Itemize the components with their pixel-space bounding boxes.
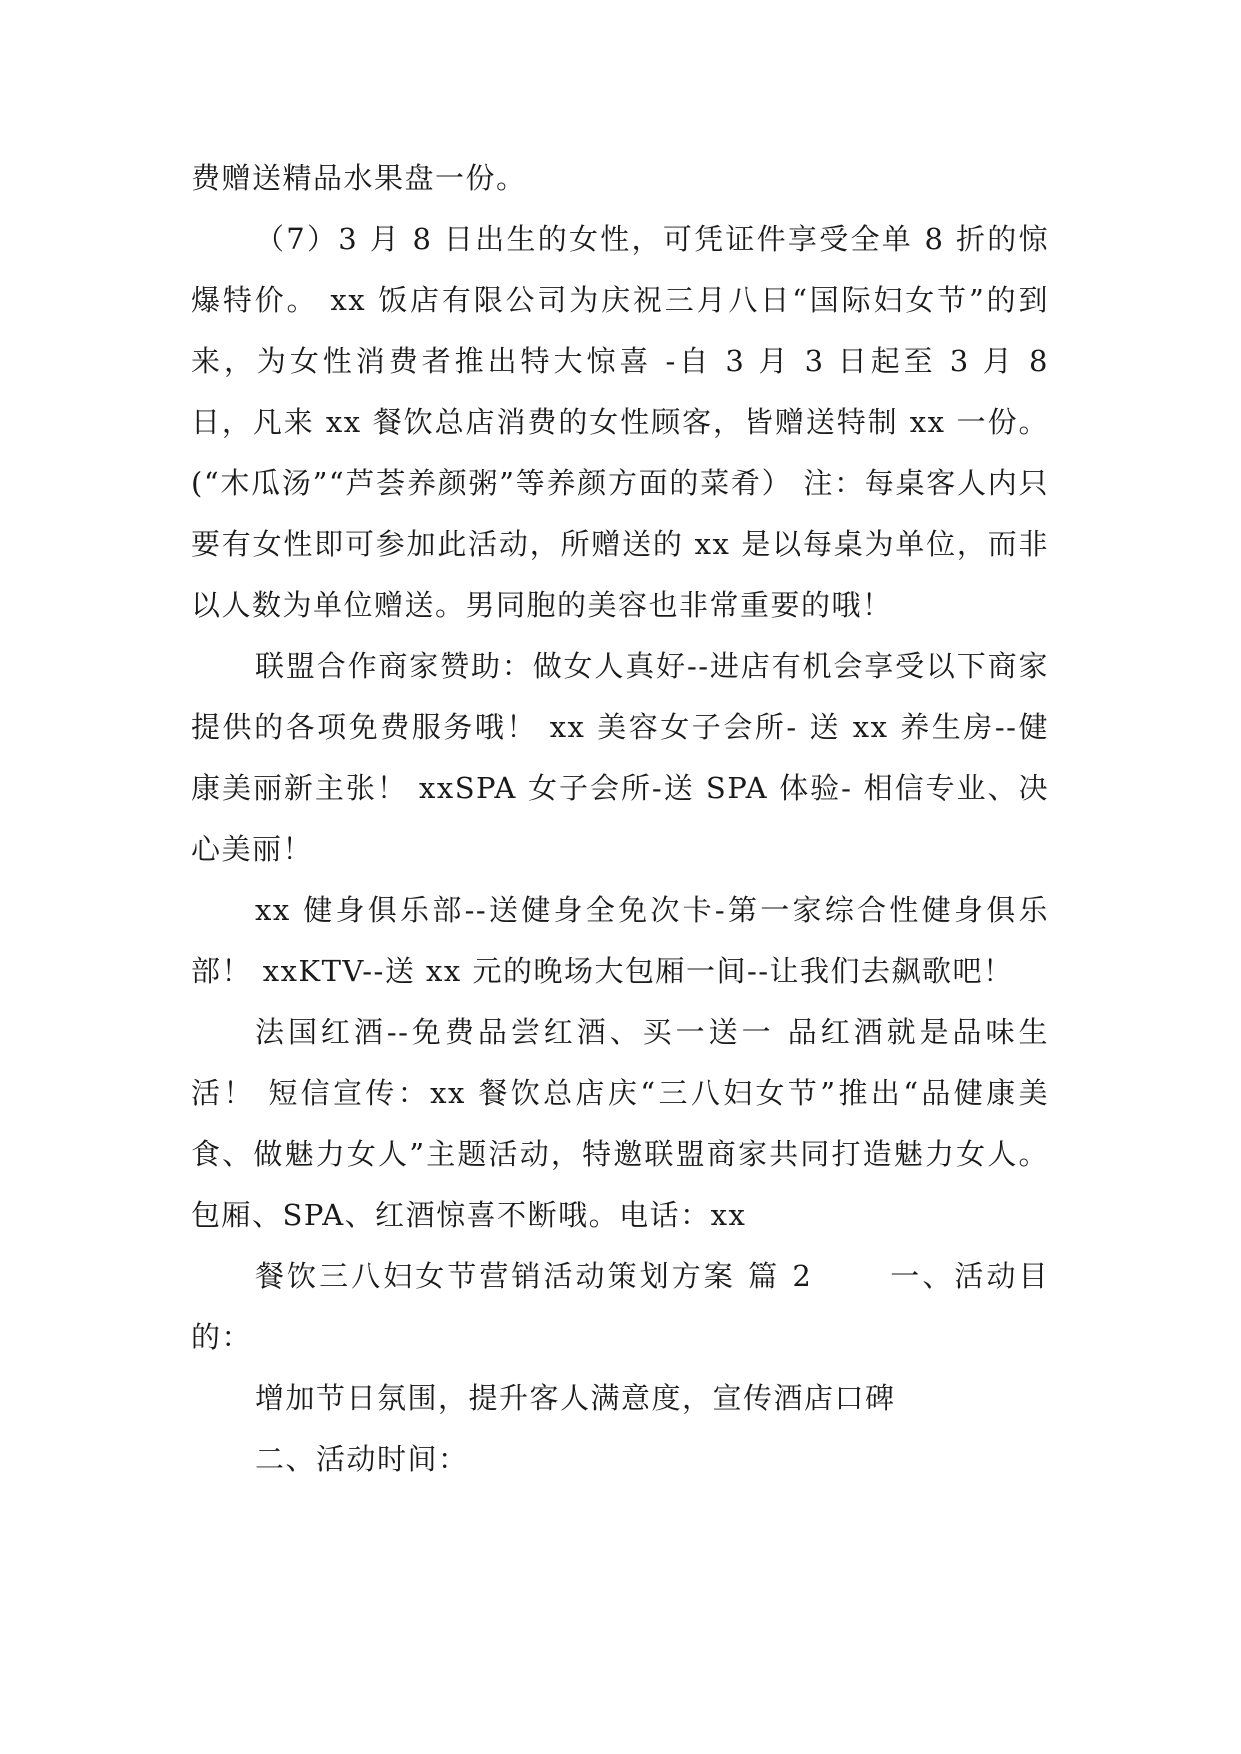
paragraph-plan-2-heading: 餐饮三八妇女节营销活动策划方案 篇 2 一、活动目的： <box>191 1259 1049 1354</box>
paragraph-womens-day-offer: （7）3 月 8 日出生的女性，可凭证件享受全单 8 折的惊爆特价。 xx 饭店有限公司为庆祝三月八日“国际妇女节”的到来，为女性消费者推出特大惊喜 -自 3 月 3 日起至 3 月 8 日，凡来 xx 餐饮总店消费的女性顾客，皆赠送特制 xx 一份。(“木瓜汤”“芦荟养颜粥”等养颜方面的菜肴） 注：每桌客人内只要有女性即可参加此活动，所赠送的 xx 是以每桌为单位，而非以人数为单位赠送。男同胞的美容也非常重要的哦！ <box>191 222 1060 622</box>
paragraph-purpose: 增加节日氛围，提升客人满意度，宣传酒店口碑 <box>255 1381 896 1415</box>
paragraph-wine-sms: 法国红酒--免费品尝红酒、买一送一 品红酒就是品味生活！ 短信宣传：xx 餐饮总店庆“三八妇女节”推出“品健康美食、做魅力女人”主题活动，特邀联盟商家共同打造魅力女人。包厢、SPA、红酒惊喜不断哦。电话：xx <box>191 1015 1049 1232</box>
paragraph-continuation: 费赠送精品水果盘一份。 <box>191 161 527 195</box>
paragraph-alliance-sponsors: 联盟合作商家赞助：做女人真好--进店有机会享受以下商家提供的各项免费服务哦！ xx 美容女子会所- 送 xx 养生房--健康美丽新主张！ xxSPA 女子会所-送 SPA 体验- 相信专业、决心美丽！ <box>191 649 1049 866</box>
paragraph-time-heading: 二、活动时间： <box>255 1442 469 1476</box>
paragraph-fitness-ktv: xx 健身俱乐部--送健身全免次卡-第一家综合性健身俱乐部！ xxKTV--送 xx 元的晚场大包厢一间--让我们去飙歌吧！ <box>191 893 1049 988</box>
document-body <box>191 148 1060 1490</box>
